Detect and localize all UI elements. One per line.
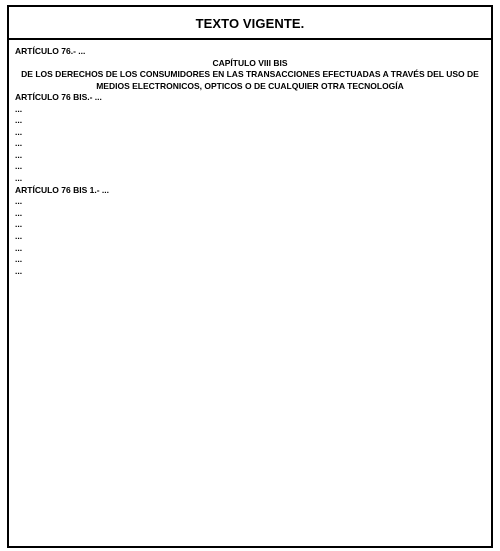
ellipsis-line: ... — [15, 161, 23, 172]
ellipsis-line: ... — [15, 115, 23, 126]
chapter-title: DE LOS DERECHOS DE LOS CONSUMIDORES EN LAS TRANSACCIONES EFECTUADAS A TRAVÉS DEL USO DE MEDIOS ELECTRONICOS, OPTICOS O DE CUALQUIER OTRA TECNOLOGÍA — [21, 69, 479, 91]
header-title: TEXTO VIGENTE. — [195, 15, 305, 31]
ellipsis-line: ... — [15, 254, 23, 265]
article-76-bis: ARTÍCULO 76 BIS.- ... — [15, 92, 102, 102]
ellipsis-line: ... — [15, 103, 23, 114]
ellipsis-line: ... — [15, 242, 23, 253]
ellipsis-line: ... — [15, 149, 23, 160]
ellipsis-line: ... — [15, 230, 23, 241]
article-76: ARTÍCULO 76.- ... — [15, 46, 86, 56]
ellipsis-line: ... — [15, 196, 23, 207]
ellipsis-line: ... — [15, 173, 23, 184]
table-content — [9, 40, 491, 277]
ellipsis-line: ... — [15, 265, 23, 276]
ellipsis-line: ... — [15, 138, 23, 149]
ellipsis-line: ... — [15, 207, 23, 218]
article-76-bis-1: ARTÍCULO 76 BIS 1.- ... — [15, 184, 109, 195]
ellipsis-line: ... — [15, 219, 23, 230]
document-table — [7, 5, 493, 548]
ellipsis-line: ... — [15, 126, 23, 137]
chapter-number: CAPÍTULO VIII BIS — [212, 57, 288, 68]
table-header — [9, 7, 491, 40]
